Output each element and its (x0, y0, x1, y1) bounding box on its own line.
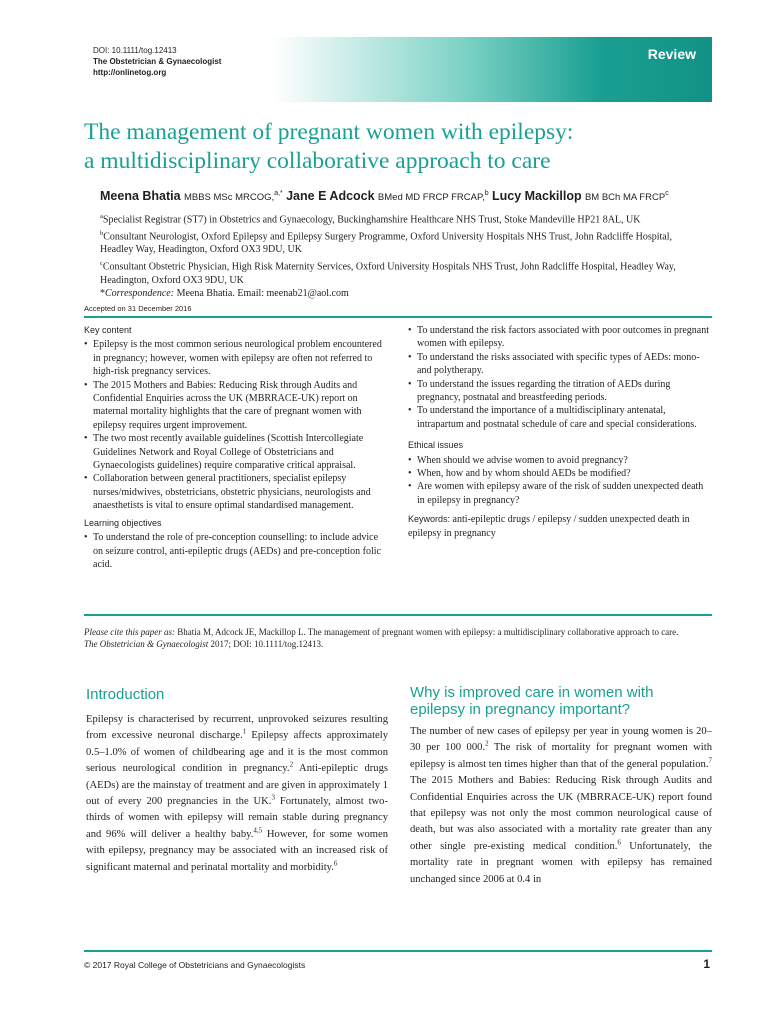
author-list (100, 186, 720, 206)
affiliation-text: Consultant Obstetric Physician, High Risk Maternity Services, Oxford University Hospitals NHS Trust, John Radcliffe Hospital, Headley Way, (102, 261, 676, 273)
correspondence-text: Meena Bhatia. Email: meenab21@aol.com (174, 288, 349, 300)
affil-mark: c (100, 259, 103, 267)
correspondence-label: Correspondence: (105, 288, 175, 300)
text-run: Anti-epileptic drugs (AEDs) are the mainstay of treatment and are given in approximately 1 out of every 200 pregnancies in the UK. (86, 763, 389, 808)
list-item: • To understand the risk factors associated with poor outcomes in pregnant women with epilepsy. (408, 324, 713, 351)
citation-lead: Please cite this paper as: (84, 627, 175, 637)
list-item: • Collaboration between general practitioners, specialist epilepsy nurses/midwives, obstetricians, obstetric physicians, neurologists and anaesthetists is vital to ensure optimal standardised management. (84, 472, 384, 512)
author-name: Lucy Mackillop (491, 189, 582, 203)
author-degrees: BM BCh MA FRCP (584, 192, 666, 203)
text-run: Unfortunately, the mortality rate in pregnant women with epilepsy has remained unchanged since 2006 at 0.4 in (410, 840, 712, 885)
divider-top (84, 316, 712, 318)
list-item: • The two most recently available guidelines (Scottish Intercollegiate Guidelines Network and Royal College of Obstetricians and Gynaecologists guidelines) require comparative critical appraisal. (84, 432, 384, 472)
citation-text: Bhatia M, Adcock JE, Mackillop L. The management of pregnant women with epilepsy: a multidisciplinary collaborative approach to care. (174, 627, 679, 637)
text-run: The number of new cases of epilepsy per year in young women is 20–30 per 100 000. (410, 726, 712, 754)
text-run: However, for some women with epilepsy, pregnancy may be associated with an increased risk of significant maternal and perinatal mortality and morbidity. (86, 828, 389, 873)
citation-tail: 2017; DOI: 10.1111/tog.12413. (208, 639, 324, 649)
why-body (410, 724, 712, 888)
author-affil-mark: a,* (274, 190, 283, 197)
title-line-1: The management of pregnant women with epilepsy: (84, 119, 574, 145)
correspondence: *Correspondence: Meena Bhatia. Email: meenab21@aol.com (100, 288, 349, 300)
list-item: • To understand the risks associated with specific types of AEDs: mono- and polytherapy. (408, 351, 713, 378)
article-type-tag: Review (647, 46, 696, 62)
key-content-list (84, 338, 384, 512)
list-item: • To understand the role of pre-conception counselling: to include advice on seizure control, anti-epileptic drugs (AEDs) and pre-conception folic acid. (84, 531, 384, 571)
list-item: • To understand the issues regarding the titration of AEDs during pregnancy, postnatal and breastfeeding periods. (408, 378, 713, 405)
reference-mark[interactable]: 1 (242, 727, 247, 736)
divider-box-bottom (84, 614, 712, 616)
journal-meta (93, 45, 221, 78)
keywords-label: Keywords: (408, 514, 451, 525)
journal-url[interactable]: http://onlinetog.org (93, 68, 167, 77)
introduction-body (86, 712, 388, 876)
ethical-issues-heading: Ethical issues (408, 440, 464, 451)
affil-mark: b (100, 229, 104, 237)
footer-copyright: © 2017 Royal College of Obstetricians and Gynaecologists (84, 960, 306, 970)
summary-box-right (408, 324, 713, 540)
text-run: The risk of mortality for pregnant women with epilepsy is almost ten times higher than that of the general population. (410, 742, 712, 770)
author-affil-mark: b (484, 190, 489, 197)
ethical-issues-list (408, 454, 713, 508)
affiliation-text: Consultant Neurologist, Oxford Epilepsy and Epilepsy Surgery Programme, Oxford University Hospitals NHS Trust, John Radcliffe Hospital, (103, 231, 673, 243)
reference-mark[interactable]: 6 (617, 838, 621, 847)
accepted-date: Accepted on 31 December 2016 (84, 304, 192, 313)
reference-mark[interactable]: 7 (708, 756, 712, 765)
author-name: Meena Bhatia (100, 189, 181, 203)
affiliation-a (100, 210, 710, 227)
article-title (84, 118, 724, 176)
journal-name: The Obstetrician & Gynaecologist (93, 57, 222, 66)
reference-mark[interactable]: 4,5 (253, 826, 263, 835)
author-affil-mark: c (665, 190, 669, 197)
key-content-heading: Key content (84, 325, 132, 335)
page-number: 1 (703, 957, 710, 971)
text-run: Fortunately, almost two-thirds of women with epilepsy will remain stable during pregnancy and 96% will deliver a healthy baby. (86, 796, 388, 840)
author-degrees: MBBS MSc MRCOG, (183, 192, 275, 203)
why-heading (410, 684, 710, 718)
reference-mark[interactable]: 3 (271, 793, 275, 802)
affiliation-c-cont: Headington, Oxford OX3 9DU, UK (100, 274, 244, 286)
affiliations (100, 210, 710, 300)
list-item: • When should we advise women to avoid pregnancy? (408, 454, 713, 467)
learning-objectives-list (84, 531, 384, 571)
learning-objectives-heading: Learning objectives (84, 517, 162, 528)
reference-mark[interactable]: 2 (485, 739, 489, 748)
affiliation-b (100, 227, 710, 244)
text-run: The 2015 Mothers and Babies: Reducing Risk through Audits and Confidential Enquiries across the UK (MBRRACE-UK) report found that epilepsy was not only the most common neurological cause of death, but was also associated with a mortality rate greater than any other single pre-existing medical condition. (410, 775, 712, 852)
author-degrees: BMed MD FRCP FRCAP, (377, 192, 485, 203)
keywords-text: anti-epileptic drugs / epilepsy / sudden unexpected death in epilepsy in pregnancy (408, 514, 690, 539)
list-item: • Are women with epilepsy aware of the risk of sudden unexpected death in epilepsy in pregnancy? (408, 480, 713, 507)
why-heading-line-1: Why is improved care in women with (410, 684, 654, 701)
list-item: • When, how and by whom should AEDs be modified? (408, 467, 713, 480)
affiliation-c (100, 257, 710, 274)
reference-mark[interactable]: 6 (333, 859, 338, 868)
why-heading-line-2: epilepsy in pregnancy important? (410, 701, 631, 718)
keywords (408, 513, 713, 540)
list-item: • The 2015 Mothers and Babies: Reducing Risk through Audits and Confidential Enquiries across the UK (MBRRACE-UK) report on maternal mortality highlights that the care of pregnant women with epilepsy requires urgent improvement. (84, 379, 384, 433)
citation-journal: The Obstetrician & Gynaecologist (84, 639, 209, 649)
list-item: • Epilepsy is the most common serious neurological problem encountered in pregnancy; however, women with epilepsy are often not referred to high-risk pregnancy services. (84, 338, 384, 378)
affil-mark: a (100, 213, 103, 220)
citation (84, 626, 714, 650)
summary-box-left (84, 324, 384, 571)
list-item: • To understand the importance of a multidisciplinary antenatal, intrapartum and postnatal schedule of care and special considerations. (408, 404, 713, 431)
learning-objectives-list-cont (408, 324, 713, 431)
footer-divider (84, 950, 712, 952)
introduction-heading: Introduction (86, 686, 165, 703)
doi-text: DOI: 10.1111/tog.12413 (93, 46, 177, 55)
text-run: Epilepsy affects approximately 0.5–1.0% of women of childbearing age and it is the most common serious neurological condition in pregnancy. (86, 730, 388, 775)
affiliation-b-cont: Headley Way, Headington, Oxford OX3 9DU, UK (100, 244, 302, 256)
title-line-2: a multidisciplinary collaborative approach to care (84, 148, 551, 174)
affiliation-text: Specialist Registrar (ST7) in Obstetrics and Gynaecology, Buckinghamshire Healthcare NHS Trust, Stoke Mandeville HP21 8AL, UK (102, 214, 641, 226)
text-run: Epilepsy is characterised by recurrent, unprovoked seizures resulting from excessive neuronal discharge. (86, 714, 388, 742)
reference-mark[interactable]: 2 (289, 760, 294, 769)
author-name: Jane E Adcock (286, 189, 375, 203)
